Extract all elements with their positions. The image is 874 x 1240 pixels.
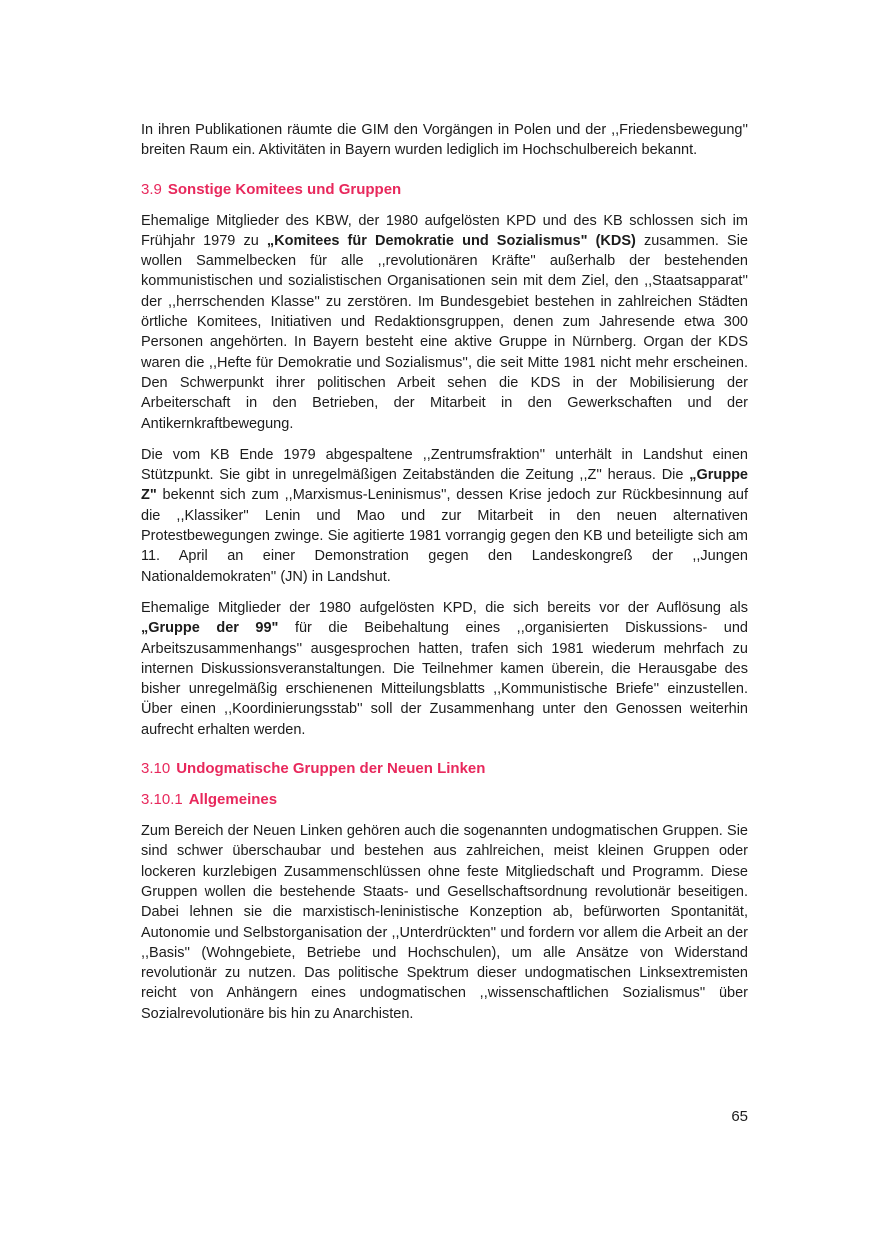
- heading-title: Sonstige Komitees und Gruppen: [167, 180, 402, 198]
- kds-paragraph: [141, 211, 748, 434]
- page-number: 65: [731, 1108, 748, 1125]
- text-run: zusammen. Sie wollen Sammelbecken für alle ,,revolutionären Kräfte'' außerhalb der bestehenden kommunistischen und sozialistischen Organisationen sein mit dem Ziel, den ,,Staatsapparat'' der ,,herrschenden Klasse'' zu zerstören. Im Bundesgebiet bestehen in zahlreichen Städten örtliche Komitees, Initiativen und Redaktionsgruppen, denen zum Jahresende etwa 300 Personen angehörten. In Bayern besteht eine aktive Gruppe in Nürnberg. Organ der KDS waren die ,,Hefte für Demokratie und Sozialismus'', die seit Mitte 1981 nicht mehr erscheinen. Den Schwerpunkt ihrer politischen Arbeit sehen die KDS in der Mobilisierung der Arbeiterschaft in den Betrieben, der Mitarbeit in den Gewerkschaften und der Antikernkraftbewegung.: [141, 232, 748, 432]
- heading-3-10: [141, 759, 748, 779]
- allgemeines-paragraph: Zum Bereich der Neuen Linken gehören auch die sogenannten undogmatischen Gruppen. Sie sind schwer überschaubar und bestehen aus zahlreichen, meist kleinen Gruppen oder lockeren kurzlebigen Zusammenschlüssen ohne feste Mitgliedschaft und Programm. Diese Gruppen wollen die bestehende Staats- und Gesellschaftsordnung revolutionär beseitigen. Dabei lehnen sie die marxistisch-leninistische Konzeption ab, befürworten Spontanität, Autonomie und Selbstorganisation der ,,Unterdrückten'' und fordern vor allem die Arbeit an der ,,Basis'' (Wohngebiete, Betriebe und Hochschulen), um alle Ansätze von Widerstand revolutionär zu nutzen. Das politische Spektrum dieser undogmatischen Linksextremisten reicht von Anhängern eines undogmatischen ,,wissenschaftlichen Sozialismus'' über Sozialrevolutionäre bis hin zu Anarchisten.: [141, 823, 748, 1022]
- intro-paragraph: In ihren Publikationen räumte die GIM den Vorgängen in Polen und der ,,Friedensbewegung'' breiten Raum ein. Aktivitäten in Bayern wurden lediglich im Hochschulbereich bekannt.: [141, 122, 748, 159]
- gruppe-99-paragraph: [141, 598, 748, 740]
- heading-number: 3.10.1: [141, 791, 183, 809]
- heading-title: Allgemeines: [188, 791, 278, 809]
- bold-term: „Gruppe der 99": [141, 620, 279, 637]
- text-run: bekennt sich zum ,,Marxismus-Leninismus'', dessen Krise jedoch zur Rückbesinnung auf die ,,Klassiker'' Lenin und Mao und zur Mitarbeit in den neuen alternativen Protestbewegungen zwinge. Sie agitierte 1981 vorrangig gegen den KB und beteiligte sich am 11. April an einer Demonstration gegen den Landeskongreß der ,,Jungen Nationaldemokraten'' (JN) in Landshut.: [141, 487, 748, 585]
- bold-term: „Komitees für Demokratie und Sozialismus" (KDS): [266, 232, 636, 249]
- gruppe-z-paragraph: [141, 445, 748, 587]
- heading-3-10-1: [141, 790, 748, 810]
- heading-title: Undogmatische Gruppen der Neuen Linken: [176, 760, 486, 778]
- text-run: für die Beibehaltung eines ,,organisierten Diskussions- und Arbeitszusammenhangs'' ausgesprochen hatten, trafen sich 1981 wiederum mehrfach zu internen Diskussionsveranstaltungen. Die Teilnehmer kamen überein, die Herausgabe des bisher unregelmäßig erschienenen Mitteilungsblatts ,,Kommunistische Briefe'' einzustellen. Über einen ,,Koordinierungsstab'' soll der Zusammenhang unter den Genossen weiterhin aufrecht erhalten werden.: [141, 620, 748, 738]
- heading-number: 3.9: [141, 180, 162, 198]
- text-column: [141, 120, 748, 1035]
- heading-number: 3.10: [141, 760, 171, 778]
- text-run: Ehemalige Mitglieder des KBW, der 1980 aufgelösten KPD und des KB schlossen sich im Frühjahr 1979 zu: [141, 212, 748, 249]
- heading-3-9: [141, 180, 748, 200]
- text-run: Die vom KB Ende 1979 abgespaltene ,,Zentrumsfraktion'' unterhält in Landshut einen Stützpunkt. Sie gibt in unregelmäßigen Zeitabständen die Zeitung ,,Z'' heraus. Die: [141, 446, 748, 484]
- bold-term: „Gruppe Z": [141, 467, 748, 504]
- text-run: Ehemalige Mitglieder der 1980 aufgelösten KPD, die sich bereits vor der Auflösung als: [141, 599, 748, 616]
